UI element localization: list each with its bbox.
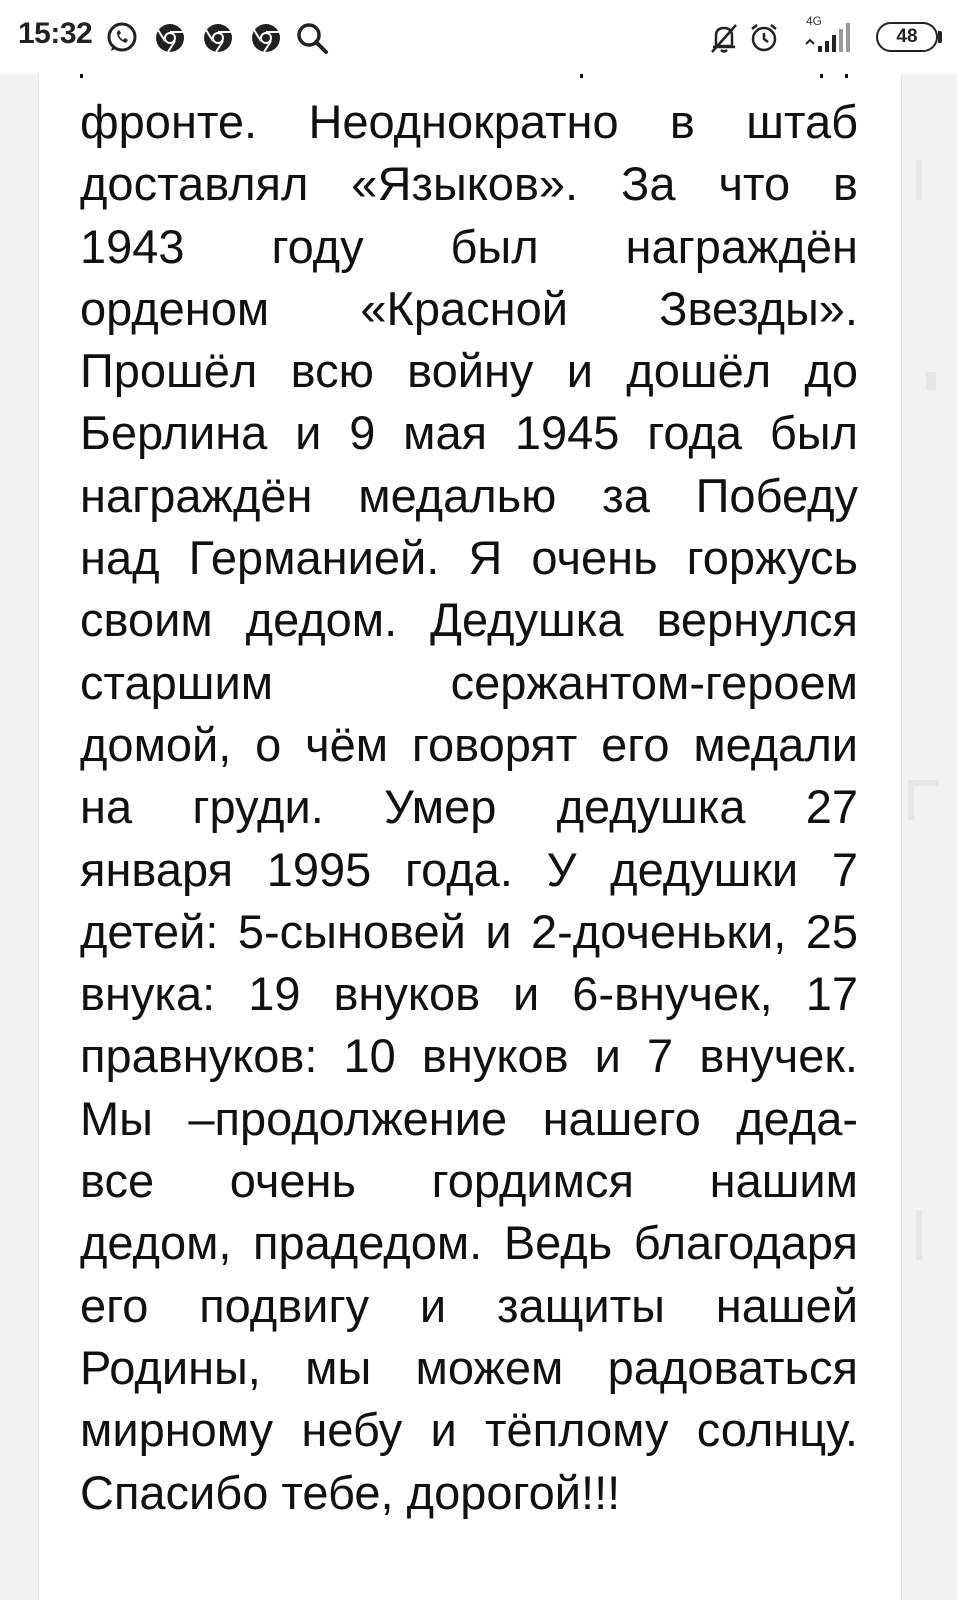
text-line: Берлина и 9 мая 1945 года был [80,406,858,460]
text-line: старшим сержантом-героем [80,655,858,709]
text-line: все очень гордимся нашим [80,1154,858,1208]
text-line: Родины, мы можем радоваться [80,1340,858,1394]
text-line: января 1995 года. У дедушки 7 [80,842,858,896]
chrome-icon [248,20,284,56]
margin-mark [908,780,914,820]
battery-icon [876,22,938,52]
text-line: правнуков: 10 внуков и 7 внучек. [80,1029,858,1083]
margin-mark [916,160,922,200]
battery-level: 48 [896,26,918,47]
margin-mark [926,372,936,390]
signal-icon [800,20,852,56]
status-bar [0,0,957,74]
search-icon [294,20,330,56]
text-line: орденом «Красной Звезды». [80,281,858,335]
whatsapp-icon [104,20,140,56]
alarm-icon [746,20,782,56]
text-line: мирному небу и тёплому солнцу. [80,1403,858,1457]
text-line: дедом, прадедом. Ведь благодаря [80,1216,858,1270]
margin-mark [916,1210,922,1260]
text-line: доставлял «Языков». За что в [80,157,858,211]
text-line: награждён медалью за Победу [80,468,858,522]
text-line: 1943 году был награждён [80,219,858,273]
text-line: Прошёл всю войну и дошёл до [80,344,858,398]
text-line: детей: 5-сыновей и 2-доченьки, 25 [80,904,858,958]
text-line: над Германией. Я очень горжусь [80,531,858,585]
document-text [80,91,858,1524]
text-line: внука: 19 внуков и 6-внучек, 17 [80,967,858,1021]
text-line: Спасибо тебе, дорогой!!! [80,1465,621,1519]
battery-tip [938,31,942,43]
status-time: 15:32 [18,17,93,50]
text-line: Мы –продолжение нашего деда- [80,1091,858,1145]
network-type-label: 4G [806,14,823,28]
text-line: на груди. Умер дедушка 27 [80,780,858,834]
text-line: его подвигу и защиты нашей [80,1278,858,1332]
text-line: своим дедом. Дедушка вернулся [80,593,858,647]
mute-icon [706,20,742,56]
chrome-icon [200,20,236,56]
text-line: домой, о чём говорят его медали [80,717,858,771]
text-line: фронте. Неоднократно в штаб [80,95,858,148]
chrome-icon [152,20,188,56]
